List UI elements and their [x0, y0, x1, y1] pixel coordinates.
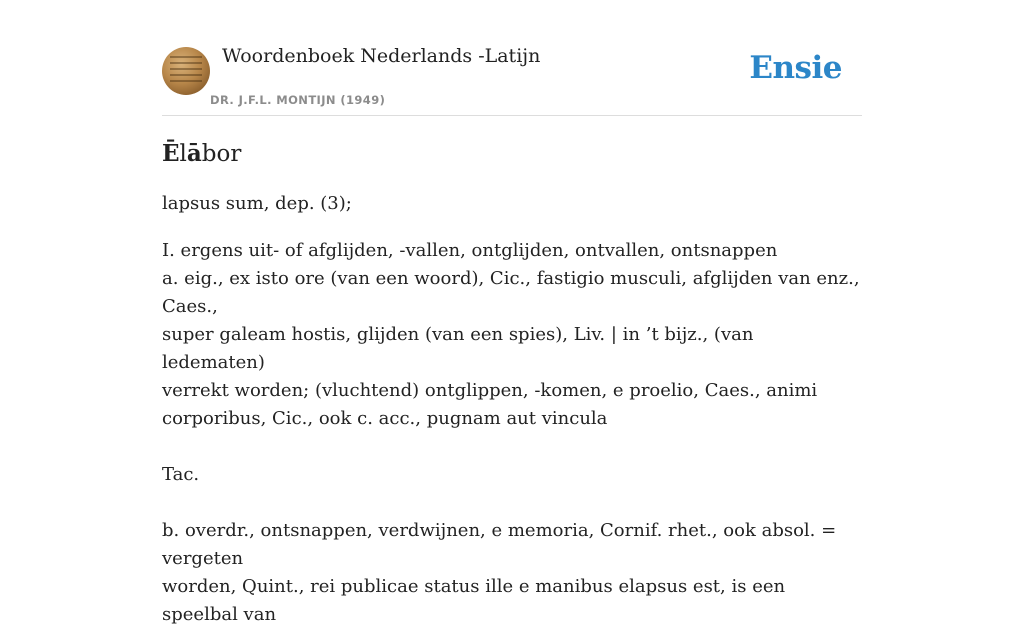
header — [162, 0, 862, 116]
sense-1a-line: verrekt worden; (vluchtend) ontglippen, -komen, e proelio, Caes., animi — [162, 380, 818, 401]
headword-letter-3: ā — [186, 140, 202, 167]
sense-1a-line: a. eig., ex isto ore (van een woord), Cic., fastigio musculi, afglijden van enz., Caes., — [162, 268, 860, 317]
book-title[interactable]: Woordenboek Nederlands -Latijn — [222, 45, 541, 67]
page — [162, 0, 862, 629]
headword-letter-4: bor — [201, 141, 242, 167]
logo-inscription — [170, 56, 202, 86]
dictionary-logo[interactable] — [162, 47, 210, 95]
definition-body — [162, 237, 862, 629]
grammar-info: lapsus sum, dep. (3); — [162, 193, 352, 214]
author-credit: DR. J.F.L. MONTIJN (1949) — [210, 93, 386, 107]
sense-1a-line: corporibus, Cic., ook c. acc., pugnam aut vincula — [162, 408, 608, 429]
sense-1a-line: super galeam hostis, glijden (van een spies), Liv. | in ’t bijz., (van ledematen) — [162, 324, 754, 373]
sense-1b-line: b. overdr., ontsnappen, verdwijnen, e memoria, Cornif. rhet., ook absol. = vergeten — [162, 520, 837, 569]
headword — [162, 138, 862, 170]
sense-1: I. ergens uit- of afglijden, -vallen, ontglijden, ontvallen, ontsnappen — [162, 240, 778, 261]
headword-letter-2: l — [179, 141, 187, 167]
headword-letter-1: Ē — [162, 140, 180, 167]
sense-1b-line: worden, Quint., rei publicae status ille e manibus elapsus est, is een speelbal van — [162, 576, 786, 625]
ensie-brand-link[interactable]: Ensie — [749, 50, 842, 86]
source-tac: Tac. — [162, 464, 200, 485]
paragraph-gap — [162, 433, 862, 461]
paragraph-gap — [162, 489, 862, 517]
